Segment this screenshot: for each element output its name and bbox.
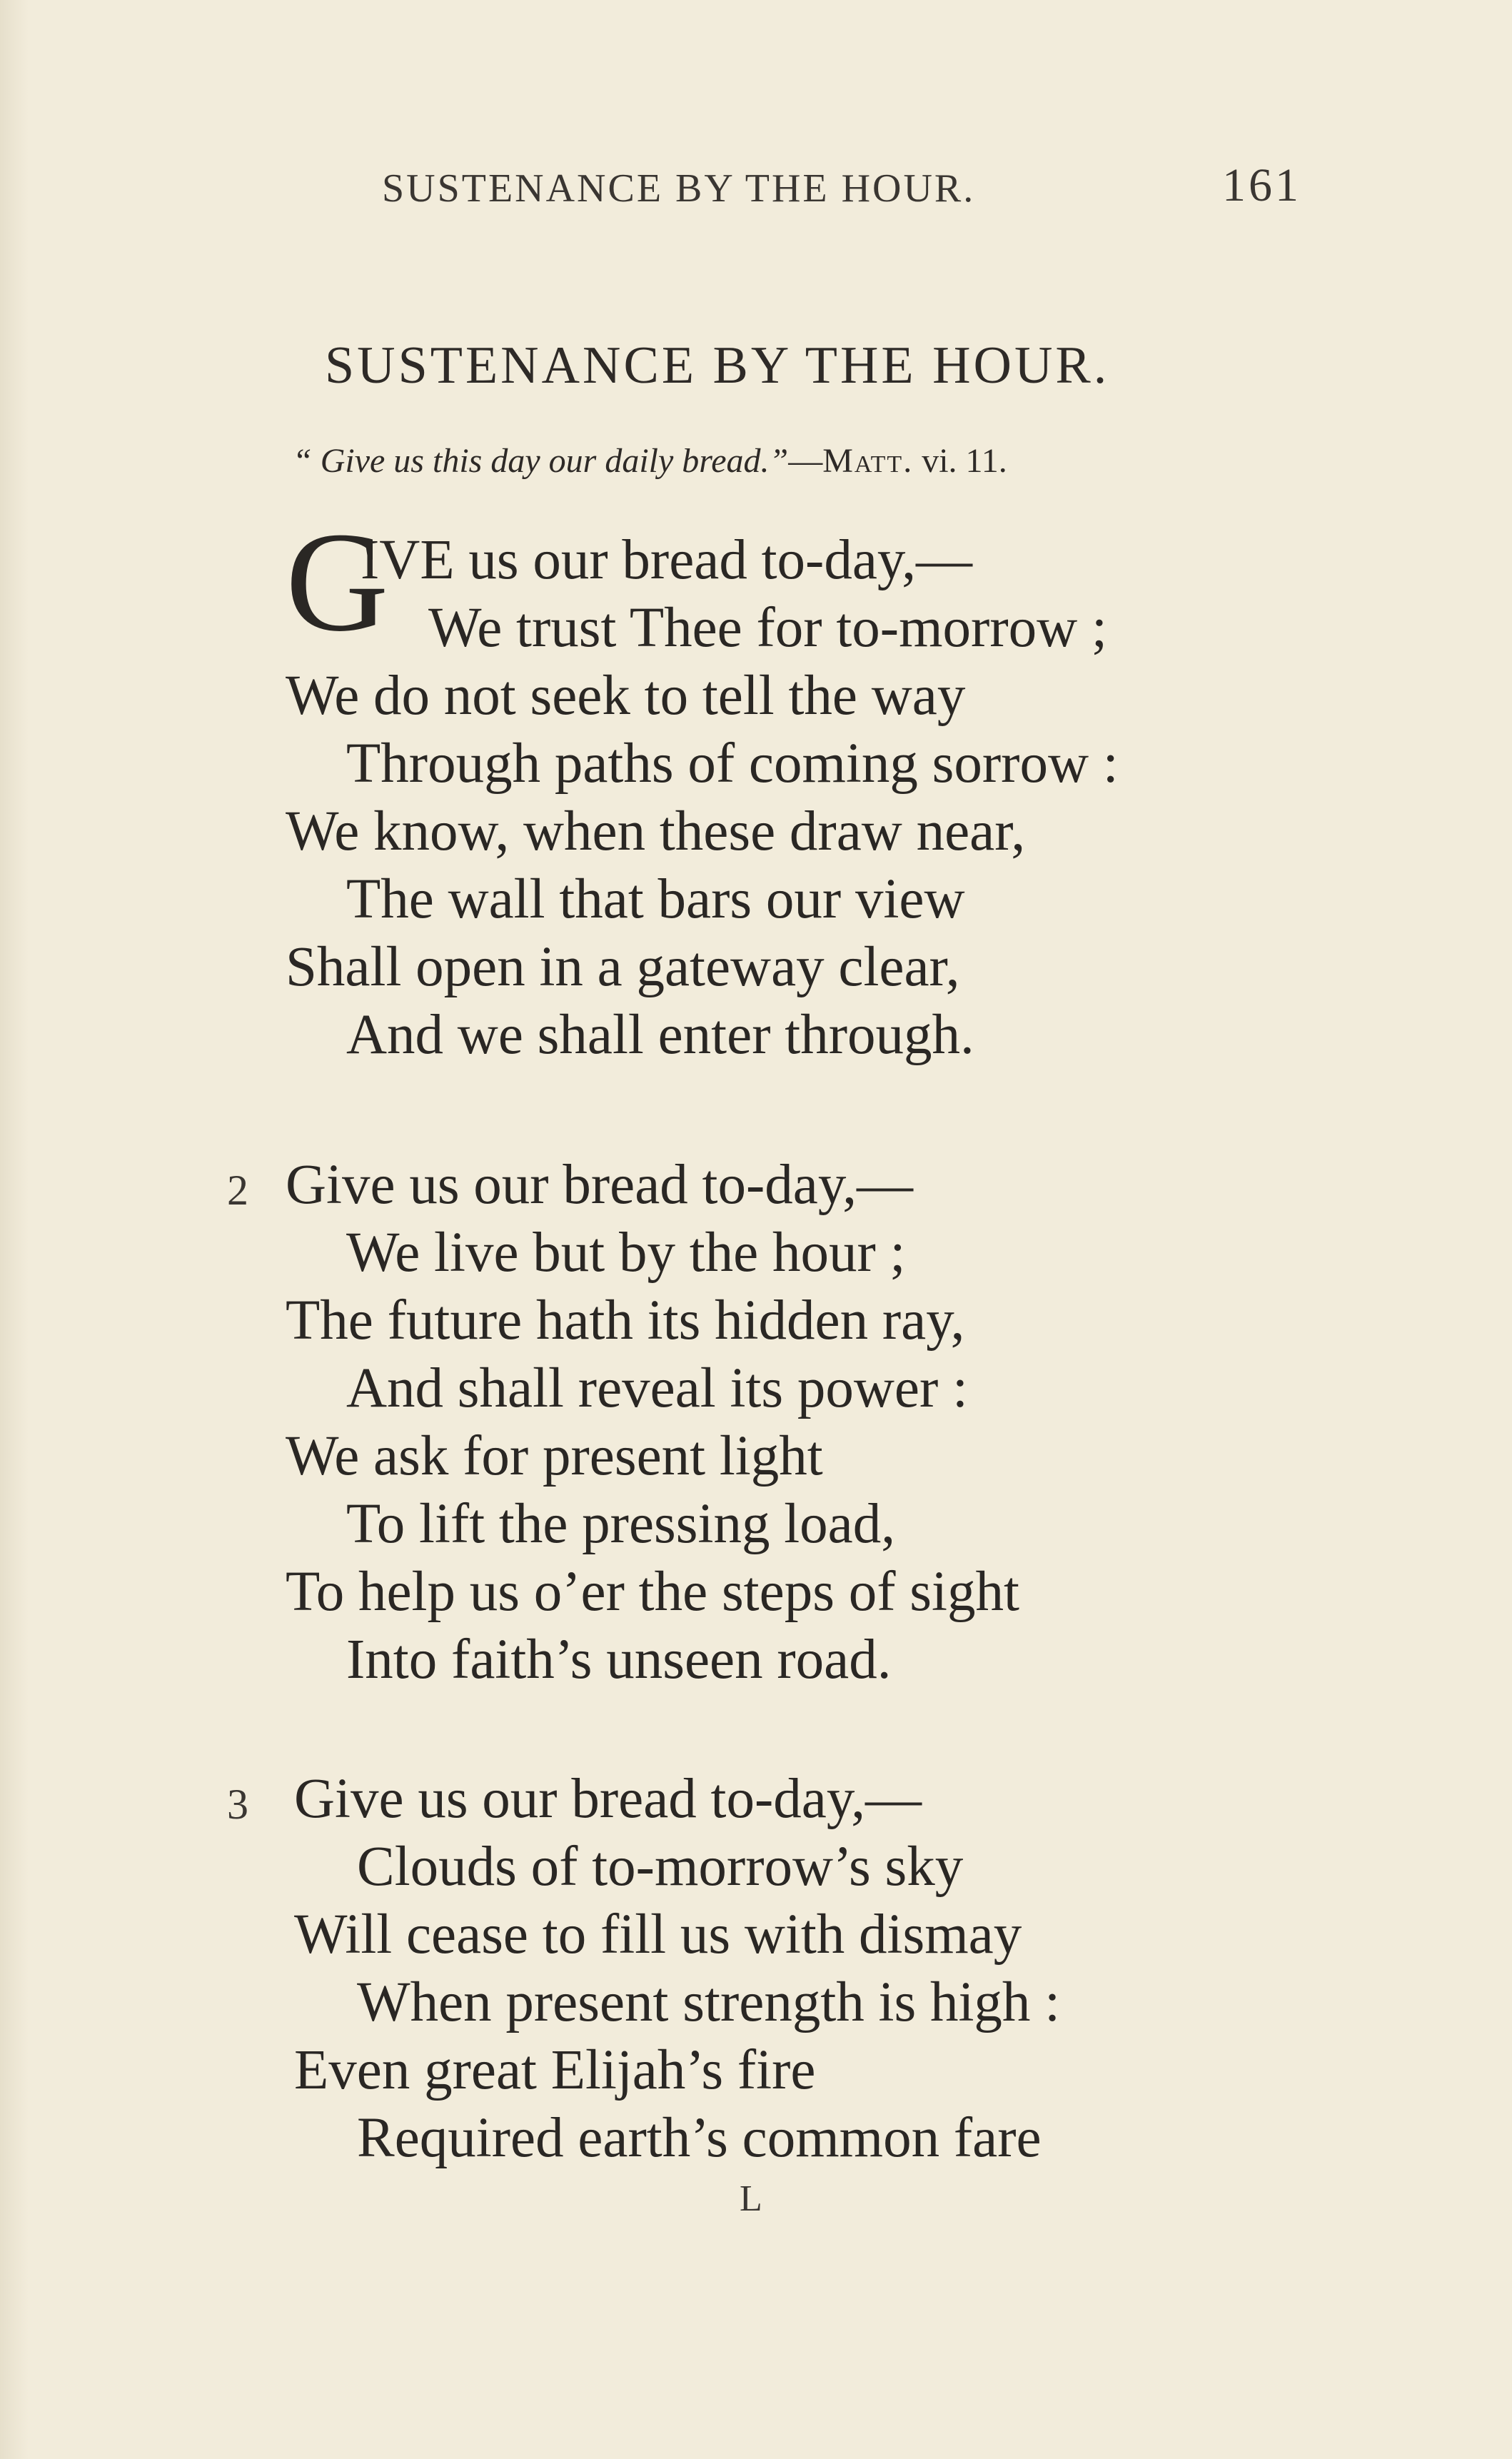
drop-cap: G [286, 503, 389, 661]
verse-line: We trust Thee for to-morrow ; [428, 597, 1107, 659]
verse-line [361, 528, 972, 593]
verse-line: When present strength is high : [357, 1971, 1061, 2033]
verse-line: Give us our bread to-day,— [286, 1154, 913, 1216]
stanza-number: 3 [227, 1781, 248, 1828]
verse-line: Clouds of to-morrow’s sky [357, 1836, 964, 1898]
verse-line: We live but by the hour ; [346, 1222, 906, 1284]
printer-signature-mark: L [740, 2178, 762, 2219]
verse-line: Even great Elijah’s fire [294, 2039, 816, 2101]
verse-line: Through paths of coming sorrow : [346, 733, 1119, 795]
verse-line: To lift the pressing load, [346, 1493, 895, 1555]
verse-line: Into faith’s unseen road. [346, 1629, 892, 1691]
verse-line: We ask for present light [286, 1425, 823, 1487]
verse-line: The wall that bars our view [346, 868, 965, 930]
epigraph-reference-book: Matt. [822, 442, 914, 480]
verse-line: We do not seek to tell the way [286, 665, 966, 727]
verse-line-text: IVE us our bread to-day,— [361, 529, 973, 591]
verse-line: Will cease to fill us with dismay [294, 1904, 1022, 1966]
verse-line: To help us o’er the steps of sight [286, 1561, 1019, 1623]
verse-line: Required earth’s common fare [357, 2107, 1042, 2169]
verse-line: And we shall enter through. [346, 1004, 974, 1066]
stanza-number: 2 [227, 1167, 248, 1214]
verse-line: And shall reveal its power : [346, 1357, 968, 1419]
epigraph [293, 441, 1007, 481]
epigraph-reference-verse: vi. 11. [913, 442, 1007, 480]
hymn-title: SUSTENANCE BY THE HOUR. [325, 336, 1110, 395]
verse-line: Shall open in a gateway clear, [286, 936, 960, 998]
epigraph-dash: — [788, 442, 823, 480]
page-number: 161 [1222, 159, 1301, 211]
verse-line: Give us our bread to-day,— [294, 1768, 922, 1830]
verse-line: We know, when these draw near, [286, 800, 1026, 863]
epigraph-quote: “ Give us this day our daily bread.” [293, 442, 789, 480]
running-head: SUSTENANCE BY THE HOUR. [382, 166, 976, 211]
verse-line: The future hath its hidden ray, [286, 1289, 965, 1352]
page-edge-shadow [0, 0, 29, 2459]
